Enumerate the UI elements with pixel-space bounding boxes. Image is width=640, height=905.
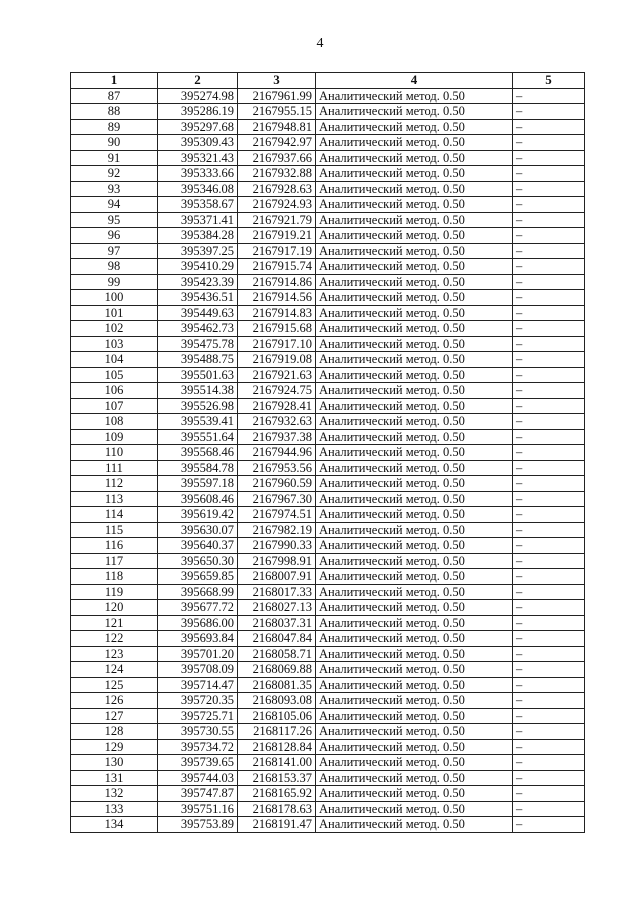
y-coordinate-cell: 2167967.30 xyxy=(238,491,316,507)
table-row xyxy=(71,290,585,306)
method-cell: Аналитический метод. 0.50 xyxy=(316,476,513,492)
x-coordinate-cell: 395358.67 xyxy=(158,197,238,213)
y-coordinate-cell: 2167937.38 xyxy=(238,429,316,445)
x-coordinate-cell: 395488.75 xyxy=(158,352,238,368)
x-coordinate-cell: 395514.38 xyxy=(158,383,238,399)
table-row xyxy=(71,631,585,647)
y-coordinate-cell: 2167948.81 xyxy=(238,119,316,135)
note-cell: – xyxy=(513,181,585,197)
table-row xyxy=(71,135,585,151)
table-row xyxy=(71,460,585,476)
method-cell: Аналитический метод. 0.50 xyxy=(316,150,513,166)
point-number-cell: 130 xyxy=(71,755,158,771)
method-cell: Аналитический метод. 0.50 xyxy=(316,646,513,662)
x-coordinate-cell: 395551.64 xyxy=(158,429,238,445)
point-number-cell: 103 xyxy=(71,336,158,352)
table-row xyxy=(71,181,585,197)
x-coordinate-cell: 395739.65 xyxy=(158,755,238,771)
point-number-cell: 128 xyxy=(71,724,158,740)
y-coordinate-cell: 2168081.35 xyxy=(238,677,316,693)
note-cell: – xyxy=(513,212,585,228)
point-number-cell: 94 xyxy=(71,197,158,213)
point-number-cell: 111 xyxy=(71,460,158,476)
method-cell: Аналитический метод. 0.50 xyxy=(316,460,513,476)
table-row xyxy=(71,569,585,585)
method-cell: Аналитический метод. 0.50 xyxy=(316,600,513,616)
point-number-cell: 96 xyxy=(71,228,158,244)
y-coordinate-cell: 2168007.91 xyxy=(238,569,316,585)
x-coordinate-cell: 395475.78 xyxy=(158,336,238,352)
table-row xyxy=(71,243,585,259)
note-cell: – xyxy=(513,770,585,786)
y-coordinate-cell: 2167919.08 xyxy=(238,352,316,368)
y-coordinate-cell: 2167928.63 xyxy=(238,181,316,197)
y-coordinate-cell: 2168153.37 xyxy=(238,770,316,786)
y-coordinate-cell: 2167960.59 xyxy=(238,476,316,492)
x-coordinate-cell: 395693.84 xyxy=(158,631,238,647)
note-cell: – xyxy=(513,352,585,368)
table-row xyxy=(71,739,585,755)
method-cell: Аналитический метод. 0.50 xyxy=(316,383,513,399)
x-coordinate-cell: 395501.63 xyxy=(158,367,238,383)
table-row xyxy=(71,491,585,507)
note-cell: – xyxy=(513,460,585,476)
table-row xyxy=(71,817,585,833)
x-coordinate-cell: 395462.73 xyxy=(158,321,238,337)
note-cell: – xyxy=(513,631,585,647)
x-coordinate-cell: 395568.46 xyxy=(158,445,238,461)
method-cell: Аналитический метод. 0.50 xyxy=(316,88,513,104)
method-cell: Аналитический метод. 0.50 xyxy=(316,522,513,538)
y-coordinate-cell: 2168037.31 xyxy=(238,615,316,631)
table-row xyxy=(71,398,585,414)
x-coordinate-cell: 395539.41 xyxy=(158,414,238,430)
x-coordinate-cell: 395708.09 xyxy=(158,662,238,678)
table-row xyxy=(71,755,585,771)
note-cell: – xyxy=(513,429,585,445)
y-coordinate-cell: 2167961.99 xyxy=(238,88,316,104)
point-number-cell: 117 xyxy=(71,553,158,569)
table-row xyxy=(71,476,585,492)
method-cell: Аналитический метод. 0.50 xyxy=(316,507,513,523)
method-cell: Аналитический метод. 0.50 xyxy=(316,538,513,554)
note-cell: – xyxy=(513,367,585,383)
method-cell: Аналитический метод. 0.50 xyxy=(316,553,513,569)
point-number-cell: 98 xyxy=(71,259,158,275)
x-coordinate-cell: 395701.20 xyxy=(158,646,238,662)
y-coordinate-cell: 2168105.06 xyxy=(238,708,316,724)
x-coordinate-cell: 395608.46 xyxy=(158,491,238,507)
table-row xyxy=(71,522,585,538)
note-cell: – xyxy=(513,119,585,135)
table-row xyxy=(71,553,585,569)
x-coordinate-cell: 395730.55 xyxy=(158,724,238,740)
table-row xyxy=(71,88,585,104)
table-row xyxy=(71,445,585,461)
point-number-cell: 106 xyxy=(71,383,158,399)
column-header-4: 4 xyxy=(316,73,513,89)
note-cell: – xyxy=(513,739,585,755)
note-cell: – xyxy=(513,600,585,616)
method-cell: Аналитический метод. 0.50 xyxy=(316,181,513,197)
y-coordinate-cell: 2168191.47 xyxy=(238,817,316,833)
point-number-cell: 115 xyxy=(71,522,158,538)
x-coordinate-cell: 395619.42 xyxy=(158,507,238,523)
note-cell: – xyxy=(513,801,585,817)
point-number-cell: 125 xyxy=(71,677,158,693)
table-row xyxy=(71,228,585,244)
y-coordinate-cell: 2168128.84 xyxy=(238,739,316,755)
x-coordinate-cell: 395714.47 xyxy=(158,677,238,693)
point-number-cell: 90 xyxy=(71,135,158,151)
point-number-cell: 108 xyxy=(71,414,158,430)
table-row xyxy=(71,600,585,616)
note-cell: – xyxy=(513,259,585,275)
point-number-cell: 89 xyxy=(71,119,158,135)
table-row xyxy=(71,507,585,523)
point-number-cell: 116 xyxy=(71,538,158,554)
point-number-cell: 129 xyxy=(71,739,158,755)
method-cell: Аналитический метод. 0.50 xyxy=(316,739,513,755)
method-cell: Аналитический метод. 0.50 xyxy=(316,817,513,833)
note-cell: – xyxy=(513,274,585,290)
point-number-cell: 109 xyxy=(71,429,158,445)
point-number-cell: 93 xyxy=(71,181,158,197)
x-coordinate-cell: 395659.85 xyxy=(158,569,238,585)
note-cell: – xyxy=(513,135,585,151)
method-cell: Аналитический метод. 0.50 xyxy=(316,662,513,678)
x-coordinate-cell: 395526.98 xyxy=(158,398,238,414)
y-coordinate-cell: 2168178.63 xyxy=(238,801,316,817)
method-cell: Аналитический метод. 0.50 xyxy=(316,429,513,445)
column-header-5: 5 xyxy=(513,73,585,89)
point-number-cell: 127 xyxy=(71,708,158,724)
method-cell: Аналитический метод. 0.50 xyxy=(316,119,513,135)
y-coordinate-cell: 2167914.86 xyxy=(238,274,316,290)
table-row xyxy=(71,677,585,693)
point-number-cell: 101 xyxy=(71,305,158,321)
point-number-cell: 112 xyxy=(71,476,158,492)
table-row xyxy=(71,693,585,709)
x-coordinate-cell: 395384.28 xyxy=(158,228,238,244)
x-coordinate-cell: 395668.99 xyxy=(158,584,238,600)
table-row xyxy=(71,615,585,631)
note-cell: – xyxy=(513,538,585,554)
note-cell: – xyxy=(513,305,585,321)
y-coordinate-cell: 2167917.19 xyxy=(238,243,316,259)
y-coordinate-cell: 2167919.21 xyxy=(238,228,316,244)
note-cell: – xyxy=(513,414,585,430)
y-coordinate-cell: 2167932.88 xyxy=(238,166,316,182)
note-cell: – xyxy=(513,662,585,678)
x-coordinate-cell: 395677.72 xyxy=(158,600,238,616)
point-number-cell: 88 xyxy=(71,104,158,120)
method-cell: Аналитический метод. 0.50 xyxy=(316,352,513,368)
method-cell: Аналитический метод. 0.50 xyxy=(316,274,513,290)
method-cell: Аналитический метод. 0.50 xyxy=(316,708,513,724)
point-number-cell: 105 xyxy=(71,367,158,383)
point-number-cell: 134 xyxy=(71,817,158,833)
y-coordinate-cell: 2168117.26 xyxy=(238,724,316,740)
point-number-cell: 99 xyxy=(71,274,158,290)
y-coordinate-cell: 2167921.63 xyxy=(238,367,316,383)
y-coordinate-cell: 2168093.08 xyxy=(238,693,316,709)
note-cell: – xyxy=(513,491,585,507)
table-row xyxy=(71,538,585,554)
y-coordinate-cell: 2167914.83 xyxy=(238,305,316,321)
point-number-cell: 132 xyxy=(71,786,158,802)
y-coordinate-cell: 2167942.97 xyxy=(238,135,316,151)
column-header-1: 1 xyxy=(71,73,158,89)
method-cell: Аналитический метод. 0.50 xyxy=(316,755,513,771)
x-coordinate-cell: 395630.07 xyxy=(158,522,238,538)
note-cell: – xyxy=(513,243,585,259)
table-row xyxy=(71,646,585,662)
table-row xyxy=(71,321,585,337)
table-row xyxy=(71,584,585,600)
y-coordinate-cell: 2167953.56 xyxy=(238,460,316,476)
method-cell: Аналитический метод. 0.50 xyxy=(316,770,513,786)
method-cell: Аналитический метод. 0.50 xyxy=(316,290,513,306)
note-cell: – xyxy=(513,646,585,662)
note-cell: – xyxy=(513,336,585,352)
method-cell: Аналитический метод. 0.50 xyxy=(316,615,513,631)
table-row xyxy=(71,786,585,802)
note-cell: – xyxy=(513,584,585,600)
note-cell: – xyxy=(513,290,585,306)
method-cell: Аналитический метод. 0.50 xyxy=(316,197,513,213)
method-cell: Аналитический метод. 0.50 xyxy=(316,228,513,244)
method-cell: Аналитический метод. 0.50 xyxy=(316,786,513,802)
table-row xyxy=(71,274,585,290)
table-row xyxy=(71,708,585,724)
y-coordinate-cell: 2167974.51 xyxy=(238,507,316,523)
table-row xyxy=(71,724,585,740)
note-cell: – xyxy=(513,398,585,414)
x-coordinate-cell: 395751.16 xyxy=(158,801,238,817)
point-number-cell: 104 xyxy=(71,352,158,368)
method-cell: Аналитический метод. 0.50 xyxy=(316,677,513,693)
point-number-cell: 131 xyxy=(71,770,158,786)
note-cell: – xyxy=(513,104,585,120)
note-cell: – xyxy=(513,522,585,538)
note-cell: – xyxy=(513,166,585,182)
note-cell: – xyxy=(513,569,585,585)
y-coordinate-cell: 2167955.15 xyxy=(238,104,316,120)
point-number-cell: 97 xyxy=(71,243,158,259)
method-cell: Аналитический метод. 0.50 xyxy=(316,631,513,647)
point-number-cell: 92 xyxy=(71,166,158,182)
y-coordinate-cell: 2167998.91 xyxy=(238,553,316,569)
y-coordinate-cell: 2168017.33 xyxy=(238,584,316,600)
x-coordinate-cell: 395436.51 xyxy=(158,290,238,306)
point-number-cell: 110 xyxy=(71,445,158,461)
note-cell: – xyxy=(513,708,585,724)
note-cell: – xyxy=(513,817,585,833)
note-cell: – xyxy=(513,724,585,740)
point-number-cell: 133 xyxy=(71,801,158,817)
method-cell: Аналитический метод. 0.50 xyxy=(316,584,513,600)
table-row xyxy=(71,352,585,368)
y-coordinate-cell: 2168027.13 xyxy=(238,600,316,616)
y-coordinate-cell: 2168058.71 xyxy=(238,646,316,662)
note-cell: – xyxy=(513,677,585,693)
note-cell: – xyxy=(513,197,585,213)
y-coordinate-cell: 2167932.63 xyxy=(238,414,316,430)
x-coordinate-cell: 395423.39 xyxy=(158,274,238,290)
point-number-cell: 126 xyxy=(71,693,158,709)
x-coordinate-cell: 395686.00 xyxy=(158,615,238,631)
method-cell: Аналитический метод. 0.50 xyxy=(316,166,513,182)
x-coordinate-cell: 395297.68 xyxy=(158,119,238,135)
x-coordinate-cell: 395321.43 xyxy=(158,150,238,166)
x-coordinate-cell: 395346.08 xyxy=(158,181,238,197)
y-coordinate-cell: 2167928.41 xyxy=(238,398,316,414)
point-number-cell: 102 xyxy=(71,321,158,337)
point-number-cell: 95 xyxy=(71,212,158,228)
table-row xyxy=(71,429,585,445)
note-cell: – xyxy=(513,150,585,166)
note-cell: – xyxy=(513,786,585,802)
x-coordinate-cell: 395734.72 xyxy=(158,739,238,755)
table-row xyxy=(71,305,585,321)
y-coordinate-cell: 2167915.74 xyxy=(238,259,316,275)
note-cell: – xyxy=(513,553,585,569)
x-coordinate-cell: 395309.43 xyxy=(158,135,238,151)
y-coordinate-cell: 2167917.10 xyxy=(238,336,316,352)
method-cell: Аналитический метод. 0.50 xyxy=(316,259,513,275)
table-row xyxy=(71,770,585,786)
note-cell: – xyxy=(513,507,585,523)
method-cell: Аналитический метод. 0.50 xyxy=(316,693,513,709)
y-coordinate-cell: 2167924.75 xyxy=(238,383,316,399)
point-number-cell: 91 xyxy=(71,150,158,166)
method-cell: Аналитический метод. 0.50 xyxy=(316,212,513,228)
x-coordinate-cell: 395725.71 xyxy=(158,708,238,724)
method-cell: Аналитический метод. 0.50 xyxy=(316,569,513,585)
table-row xyxy=(71,119,585,135)
note-cell: – xyxy=(513,615,585,631)
table-row xyxy=(71,212,585,228)
method-cell: Аналитический метод. 0.50 xyxy=(316,104,513,120)
table-row xyxy=(71,414,585,430)
x-coordinate-cell: 395720.35 xyxy=(158,693,238,709)
x-coordinate-cell: 395274.98 xyxy=(158,88,238,104)
x-coordinate-cell: 395449.63 xyxy=(158,305,238,321)
x-coordinate-cell: 395584.78 xyxy=(158,460,238,476)
x-coordinate-cell: 395410.29 xyxy=(158,259,238,275)
point-number-cell: 107 xyxy=(71,398,158,414)
point-number-cell: 121 xyxy=(71,615,158,631)
table-row xyxy=(71,150,585,166)
method-cell: Аналитический метод. 0.50 xyxy=(316,414,513,430)
method-cell: Аналитический метод. 0.50 xyxy=(316,801,513,817)
table-row xyxy=(71,383,585,399)
table-row xyxy=(71,662,585,678)
x-coordinate-cell: 395650.30 xyxy=(158,553,238,569)
y-coordinate-cell: 2167924.93 xyxy=(238,197,316,213)
y-coordinate-cell: 2167937.66 xyxy=(238,150,316,166)
point-number-cell: 124 xyxy=(71,662,158,678)
table-row xyxy=(71,801,585,817)
method-cell: Аналитический метод. 0.50 xyxy=(316,305,513,321)
x-coordinate-cell: 395597.18 xyxy=(158,476,238,492)
y-coordinate-cell: 2167915.68 xyxy=(238,321,316,337)
y-coordinate-cell: 2168141.00 xyxy=(238,755,316,771)
x-coordinate-cell: 395371.41 xyxy=(158,212,238,228)
point-number-cell: 123 xyxy=(71,646,158,662)
table-row xyxy=(71,197,585,213)
coordinates-table xyxy=(70,72,585,833)
method-cell: Аналитический метод. 0.50 xyxy=(316,398,513,414)
table-row xyxy=(71,104,585,120)
y-coordinate-cell: 2167982.19 xyxy=(238,522,316,538)
point-number-cell: 100 xyxy=(71,290,158,306)
y-coordinate-cell: 2167990.33 xyxy=(238,538,316,554)
point-number-cell: 122 xyxy=(71,631,158,647)
method-cell: Аналитический метод. 0.50 xyxy=(316,724,513,740)
point-number-cell: 87 xyxy=(71,88,158,104)
method-cell: Аналитический метод. 0.50 xyxy=(316,491,513,507)
point-number-cell: 113 xyxy=(71,491,158,507)
column-header-3: 3 xyxy=(238,73,316,89)
method-cell: Аналитический метод. 0.50 xyxy=(316,367,513,383)
y-coordinate-cell: 2167914.56 xyxy=(238,290,316,306)
page-number: 4 xyxy=(316,36,324,51)
x-coordinate-cell: 395753.89 xyxy=(158,817,238,833)
x-coordinate-cell: 395333.66 xyxy=(158,166,238,182)
note-cell: – xyxy=(513,383,585,399)
y-coordinate-cell: 2168069.88 xyxy=(238,662,316,678)
x-coordinate-cell: 395747.87 xyxy=(158,786,238,802)
method-cell: Аналитический метод. 0.50 xyxy=(316,336,513,352)
note-cell: – xyxy=(513,755,585,771)
note-cell: – xyxy=(513,476,585,492)
point-number-cell: 114 xyxy=(71,507,158,523)
x-coordinate-cell: 395744.03 xyxy=(158,770,238,786)
point-number-cell: 119 xyxy=(71,584,158,600)
method-cell: Аналитический метод. 0.50 xyxy=(316,321,513,337)
y-coordinate-cell: 2168047.84 xyxy=(238,631,316,647)
y-coordinate-cell: 2167944.96 xyxy=(238,445,316,461)
note-cell: – xyxy=(513,88,585,104)
x-coordinate-cell: 395397.25 xyxy=(158,243,238,259)
x-coordinate-cell: 395286.19 xyxy=(158,104,238,120)
note-cell: – xyxy=(513,321,585,337)
note-cell: – xyxy=(513,228,585,244)
column-header-2: 2 xyxy=(158,73,238,89)
point-number-cell: 120 xyxy=(71,600,158,616)
method-cell: Аналитический метод. 0.50 xyxy=(316,135,513,151)
note-cell: – xyxy=(513,693,585,709)
table-row xyxy=(71,336,585,352)
table-row xyxy=(71,259,585,275)
x-coordinate-cell: 395640.37 xyxy=(158,538,238,554)
note-cell: – xyxy=(513,445,585,461)
table-body xyxy=(71,88,585,832)
method-cell: Аналитический метод. 0.50 xyxy=(316,243,513,259)
table-header-row xyxy=(71,73,585,89)
method-cell: Аналитический метод. 0.50 xyxy=(316,445,513,461)
y-coordinate-cell: 2167921.79 xyxy=(238,212,316,228)
y-coordinate-cell: 2168165.92 xyxy=(238,786,316,802)
table-row xyxy=(71,367,585,383)
point-number-cell: 118 xyxy=(71,569,158,585)
table-row xyxy=(71,166,585,182)
